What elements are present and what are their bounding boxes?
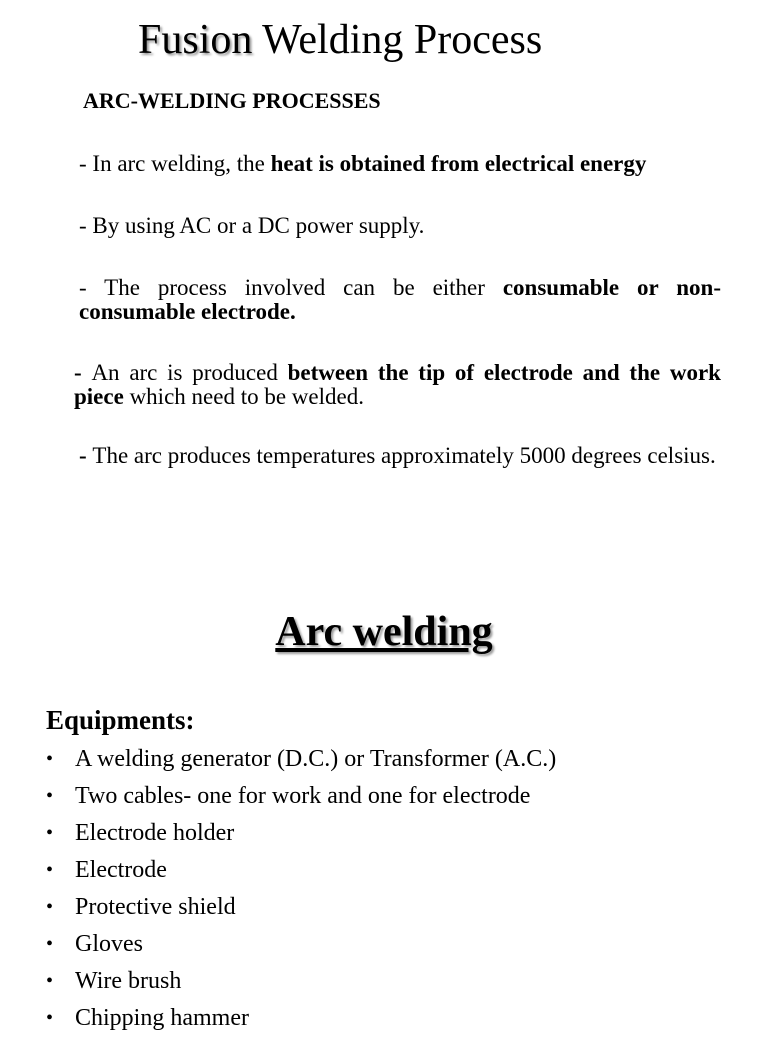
list-item <box>46 778 556 815</box>
paragraph-dash: - <box>79 443 93 468</box>
list-item-text: Chipping hammer <box>75 1005 249 1031</box>
paragraph-text: The arc produces temperatures approximately 5000 degrees celsius. <box>92 443 716 468</box>
title-shadow-word: Fusion <box>138 17 253 63</box>
list-item-text: Protective shield <box>75 894 236 920</box>
bullet-icon: • <box>46 896 54 918</box>
paragraph-text: - In arc welding, the <box>79 151 271 176</box>
list-item-text: Electrode <box>75 857 167 883</box>
bullet-icon: • <box>46 859 54 881</box>
list-item <box>46 963 556 1000</box>
paragraph-bold-text: consumable or non-consumable electrode. <box>79 275 721 324</box>
bullet-icon: • <box>46 822 54 844</box>
bullet-icon: • <box>46 748 54 770</box>
list-item-text: Gloves <box>75 931 143 957</box>
paragraph-electrode-type <box>79 276 721 324</box>
paragraph-bold-text: between the tip of electrode and the work piece <box>74 360 721 409</box>
bullet-icon: • <box>46 970 54 992</box>
paragraph-text-end: which need to be welded. <box>123 384 364 409</box>
bullet-icon: • <box>46 1007 54 1029</box>
paragraph-heat-source <box>79 152 719 176</box>
paragraph-text: - The process involved can be either <box>79 275 503 300</box>
paragraph-dash: - <box>74 360 92 385</box>
paragraph-bold-text: heat is obtained from electrical energy <box>270 151 647 176</box>
list-item <box>46 1000 556 1037</box>
list-item <box>46 815 556 852</box>
title-rest: Welding Process <box>252 17 543 63</box>
paragraph-power-supply <box>79 214 719 238</box>
list-item-text: Electrode holder <box>75 820 235 846</box>
equipments-heading: Equipments: <box>46 705 195 735</box>
page-title <box>138 14 542 66</box>
equipments-list <box>46 741 556 1037</box>
list-item <box>46 889 556 926</box>
list-item-text: Two cables- one for work and one for electrode <box>75 783 531 809</box>
paragraph-arc-production <box>74 361 721 409</box>
bullet-icon: • <box>46 933 54 955</box>
bullet-icon: • <box>46 785 54 807</box>
paragraph-text: An arc is produced <box>91 360 288 385</box>
list-item <box>46 852 556 889</box>
list-item <box>46 741 556 778</box>
list-item-text: A welding generator (D.C.) or Transformer (A.C.) <box>75 746 557 772</box>
list-item-text: Wire brush <box>75 968 182 994</box>
paragraph-text: - By using AC or a DC power supply. <box>79 213 425 238</box>
arc-welding-title: Arc welding <box>275 609 493 655</box>
list-item <box>46 926 556 963</box>
section-subheading: ARC-WELDING PROCESSES <box>83 88 381 113</box>
paragraph-temperature <box>79 444 721 468</box>
